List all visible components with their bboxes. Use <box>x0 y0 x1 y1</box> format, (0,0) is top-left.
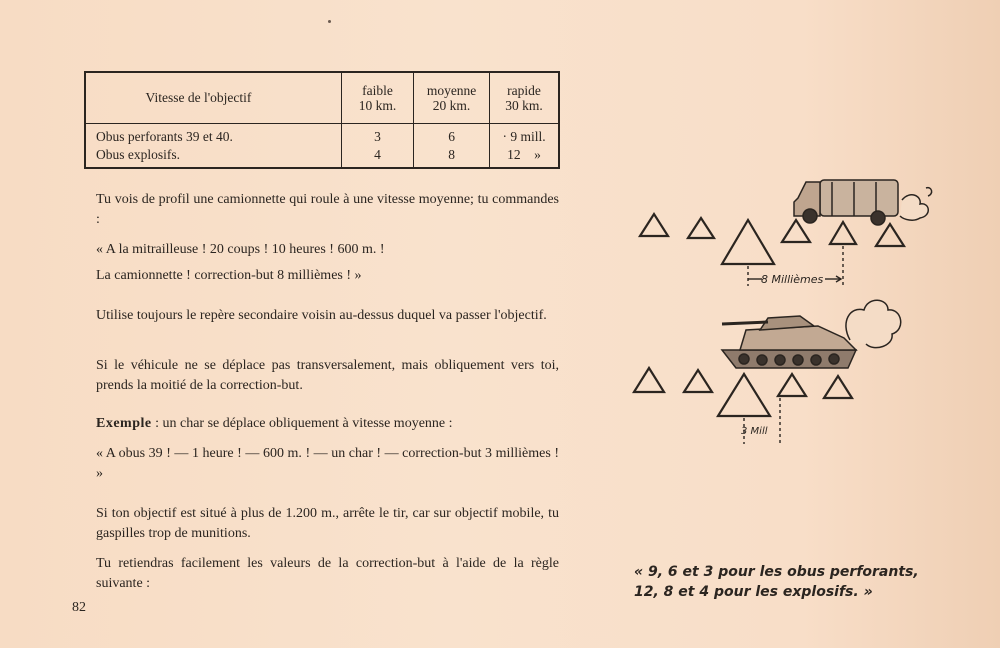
header-moyenne-speed: 20 km. <box>432 97 471 113</box>
paragraph-profile <box>74 190 559 230</box>
value-perforants-rapide: · 9 mill. <box>502 128 546 144</box>
reticle-illustration <box>610 160 970 460</box>
value-perforants-faible: 3 <box>374 128 381 144</box>
text-p2: « A la mitrailleuse ! 20 coups ! 10 heures ! 600 m. ! <box>96 242 385 257</box>
header-rapide-speed: 30 km. <box>505 97 543 113</box>
speck <box>328 20 331 23</box>
paragraph-rule <box>74 554 559 594</box>
header-faible-name: faible <box>362 82 393 98</box>
text-p9: Tu retiendras facilement les valeurs de la correction-but à l'aide de la règle suivante : <box>96 556 559 591</box>
text-p5: Si le véhicule ne se déplace pas transversalement, mais obliquement vers toi, prends la moitié de la correction-but. <box>96 358 559 393</box>
figure-caption <box>634 562 934 602</box>
value-explosifs-faible: 4 <box>374 146 381 162</box>
caption-line-2: 12, 8 et 4 pour les explosifs. » <box>634 584 873 600</box>
reticle-triangle <box>778 374 806 396</box>
reticle-triangle <box>830 222 856 244</box>
value-explosifs-rapide: 12 » <box>507 146 541 162</box>
text-p8: Si ton objectif est situé à plus de 1.200 m., arrête le tir, car sur objectif mobile, tu gaspilles trop de munitions. <box>96 506 559 541</box>
paragraph-oblique <box>74 356 559 396</box>
header-label: Vitesse de l'objectif <box>85 72 341 123</box>
reticle-triangle <box>684 370 712 392</box>
table-header-row <box>85 72 559 123</box>
example-line <box>74 414 559 434</box>
text-p4: Utilise toujours le repère secondaire voisin au-dessus duquel va passer l'objectif. <box>96 308 547 323</box>
reticle-triangle <box>876 224 904 246</box>
paragraph-correction <box>74 266 559 286</box>
reticle-triangle <box>634 368 664 392</box>
truck-drawing <box>794 180 932 225</box>
label-8-milliemes: 8 Millièmes <box>761 273 824 286</box>
table-body-row <box>85 123 559 168</box>
reticle-triangle <box>688 218 714 238</box>
text-p7: « A obus 39 ! — 1 heure ! — 600 m. ! — un char ! — correction-but 3 millièmes ! » <box>96 446 559 481</box>
value-perforants-moyenne: 6 <box>448 128 455 144</box>
reticle-triangle-large <box>718 374 770 416</box>
col-moyenne-values <box>414 123 490 168</box>
header-moyenne <box>414 72 490 123</box>
row-label-perforants: Obus perforants 39 et 40. <box>96 128 233 144</box>
tank-drawing <box>722 300 901 368</box>
paragraph-tank-command <box>74 444 559 484</box>
page-number: 82 <box>72 600 86 615</box>
header-rapide <box>490 72 559 123</box>
header-faible <box>341 72 413 123</box>
text-p6: : un char se déplace obliquement à vitesse moyenne : <box>155 416 453 431</box>
text-p3: La camionnette ! correction-but 8 millièmes ! » <box>96 268 362 283</box>
paragraph-example <box>74 414 559 434</box>
paragraph-repere <box>74 306 559 326</box>
row-labels <box>85 123 341 168</box>
header-moyenne-name: moyenne <box>426 82 477 98</box>
header-rapide-name: rapide <box>507 82 541 98</box>
speed-table <box>84 71 560 169</box>
paragraph-command <box>74 240 559 260</box>
paragraph-distance <box>74 504 559 544</box>
reticle-triangle <box>640 214 668 236</box>
text-p1: Tu vois de profil une camionnette qui roule à une vitesse moyenne; tu commandes : <box>96 192 559 227</box>
example-label: Exemple <box>96 416 152 431</box>
col-faible-values <box>341 123 413 168</box>
row-label-explosifs: Obus explosifs. <box>96 146 180 162</box>
header-faible-speed: 10 km. <box>358 97 397 113</box>
col-rapide-values <box>490 123 559 168</box>
reticle-triangle <box>782 220 810 242</box>
label-3-mill: 3 Mill <box>741 426 768 437</box>
reticle-triangle <box>824 376 852 398</box>
reticle-triangle-large <box>722 220 774 264</box>
caption-line-1: « 9, 6 et 3 pour les obus perforants, <box>634 564 919 580</box>
value-explosifs-moyenne: 8 <box>448 146 455 162</box>
